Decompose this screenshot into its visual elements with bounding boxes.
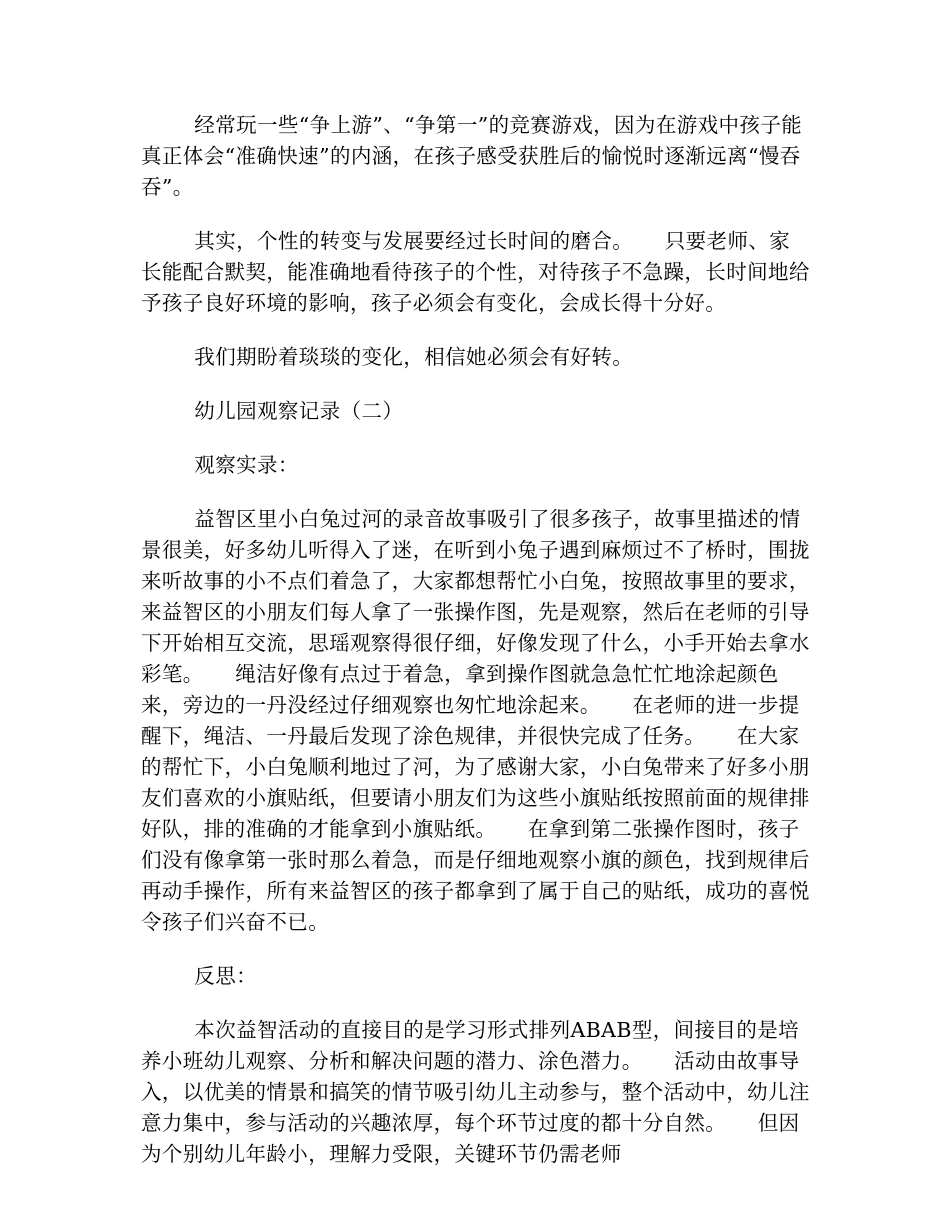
subheading-observation-facts: 观察实录： [194,453,299,477]
section-heading-observation-record-2: 幼儿园观察记录（二） [194,399,404,423]
subheading-reflection: 反思： [194,964,257,988]
document-body [141,110,811,1193]
paragraph-competition-games: 经常玩一些“争上游”、“争第一”的竞赛游戏，因为在游戏中孩子能真正体会“准确快速”的内涵，在孩子感受获胜后的愉悦时逐渐远离“慢吞吞”。 [141,113,803,199]
paragraph-reflection: 本次益智活动的直接目的是学习形式排列ABAB型，间接目的是培养小班幼儿观察、分析和解决问题的潜力、涂色潜力。 活动由故事导入，以优美的情景和搞笑的情节吸引幼儿主动参与，整个活动中，幼儿注意力集中，参与活动的兴趣浓厚，每个环节过度的都十分自然。 但因为个别幼儿年龄小，理解力受限，关键环节仍需老师 [141,1018,810,1166]
paragraph-observation-story: 益智区里小白兔过河的录音故事吸引了很多孩子，故事里描述的情景很美，好多幼儿听得入了迷，在听到小兔子遇到麻烦过不了桥时，围拢来听故事的小不点们着急了，大家都想帮忙小白兔，按照故事里的要求，来益智区的小朋友们每人拿了一张操作图，先是观察，然后在老师的引导下开始相互交流，思瑶观察得很仔细，好像发现了什么，小手开始去拿水彩笔。 绳洁好像有点过于着急，拿到操作图就急急忙忙地涂起颜色来，旁边的一丹没经过仔细观察也匆忙地涂起来。 在老师的进一步提醒下，绳洁、一丹最后发现了涂色规律，并很快完成了任务。 在大家的帮忙下，小白兔顺利地过了河，为了感谢大家，小白兔带来了好多小朋友们喜欢的小旗贴纸，但要请小朋友们为这些小旗贴纸按照前面的规律排好队，排的准确的才能拿到小旗贴纸。 在拿到第二张操作图时，孩子们没有像拿第一张时那么着急，而是仔细地观察小旗的颜色，找到规律后再动手操作，所有来益智区的孩子都拿到了属于自己的贴纸，成功的喜悦令孩子们兴奋不已。 [141,507,810,934]
paragraph-personality-change: 其实，个性的转变与发展要经过长时间的磨合。 只要老师、家长能配合默契，能准确地看待孩子的个性，对待孩子不急躁，长时间地给予孩子良好环境的影响，孩子必须会有变化，会成长得十分好。 [141,229,810,315]
paragraph-hope: 我们期盼着琰琰的变化，相信她必须会有好转。 [194,345,634,369]
